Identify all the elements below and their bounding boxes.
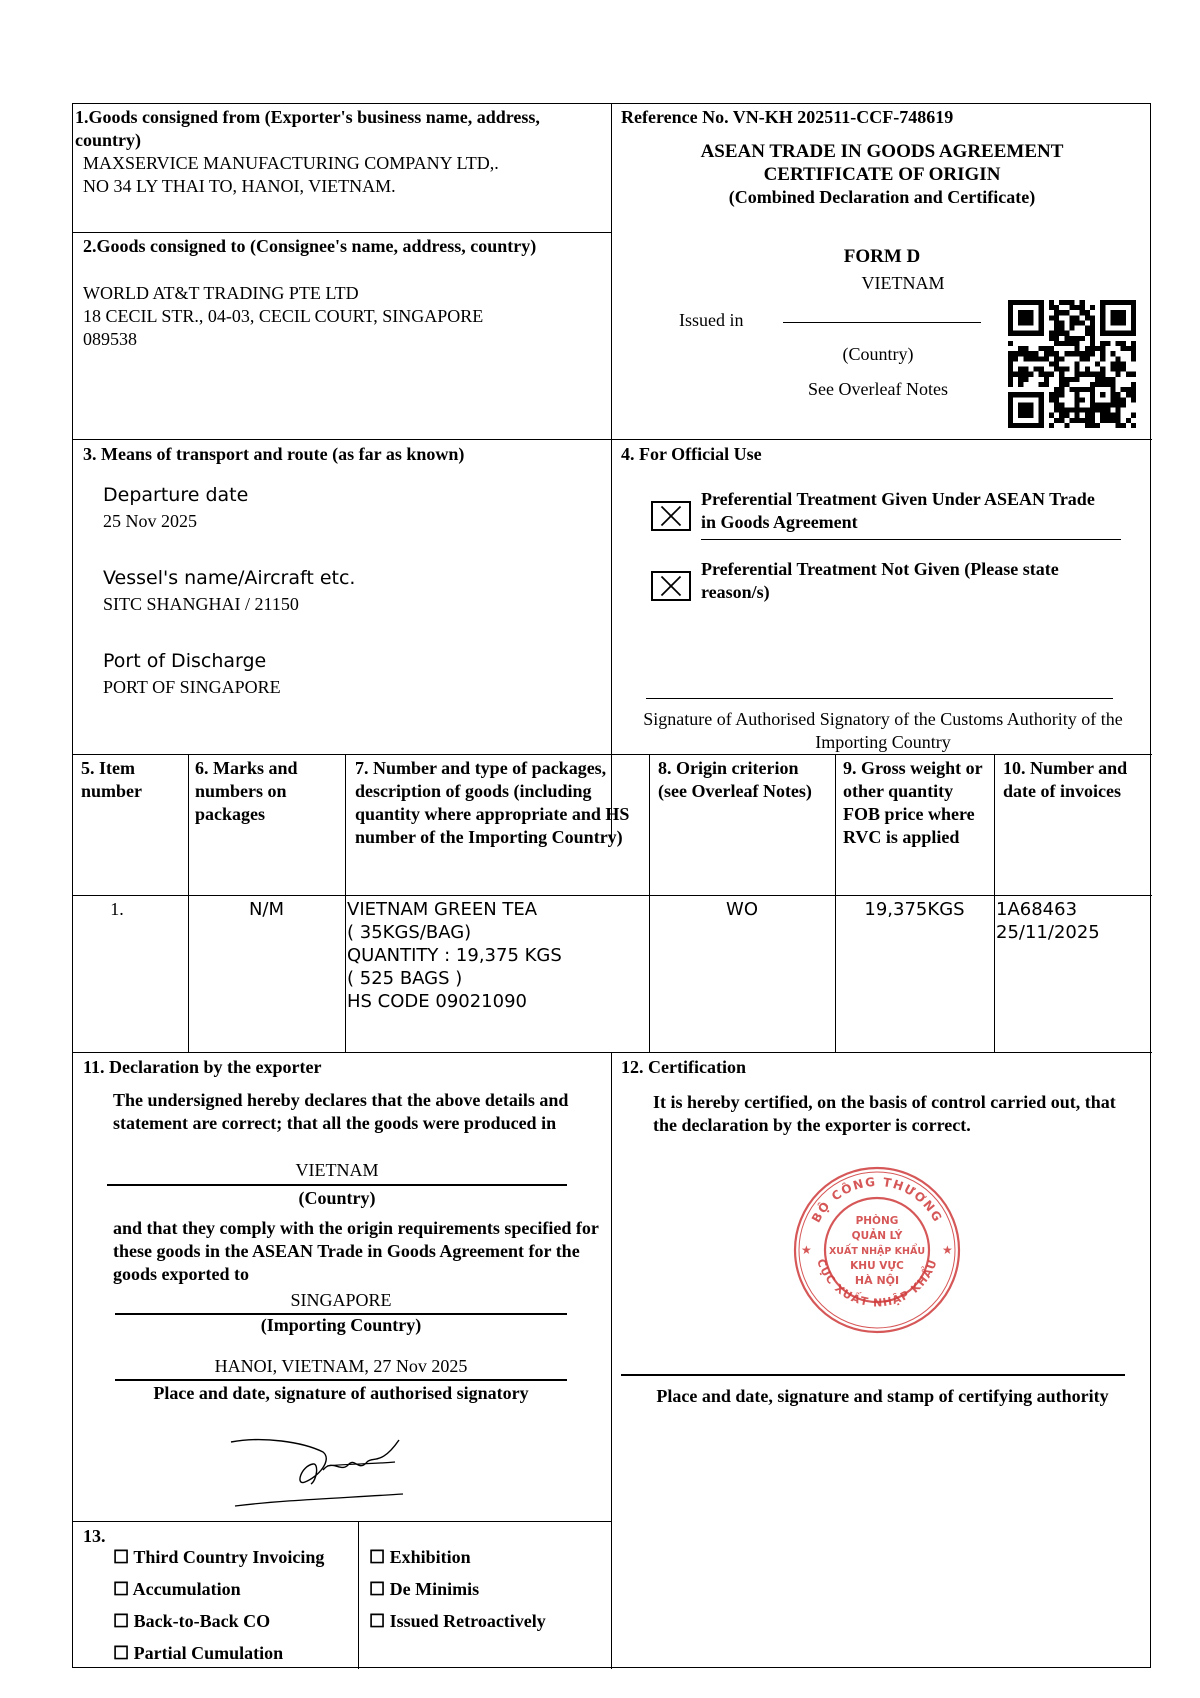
box13-left-options bbox=[113, 1546, 358, 1674]
checkbox-empty-icon: ☐ bbox=[113, 1643, 130, 1663]
produced-country-caption: (Country) bbox=[298, 1188, 376, 1208]
divider-table-top bbox=[73, 754, 1152, 755]
divider-table-bottom bbox=[73, 1052, 1152, 1053]
box1-heading: 1.Goods consigned from (Exporter's business name, address, country) bbox=[75, 107, 540, 150]
box4-heading: 4. For Official Use bbox=[621, 444, 762, 464]
box11-heading: 11. Declaration by the exporter bbox=[83, 1057, 322, 1077]
checkbox-empty-icon: ☐ bbox=[369, 1547, 386, 1567]
col-header-weight: 9. Gross weight or other quantity FOB price where RVC is applied bbox=[843, 758, 983, 847]
col-header-origin: 8. Origin criterion (see Overleaf Notes) bbox=[658, 758, 812, 801]
issued-country-underline bbox=[783, 322, 981, 323]
qr-code bbox=[1008, 300, 1136, 428]
option-third-country[interactable]: ☐ Third Country Invoicing bbox=[113, 1547, 325, 1567]
checkbox-empty-icon: ☐ bbox=[113, 1611, 130, 1631]
box12-heading: 12. Certification bbox=[621, 1057, 746, 1077]
customs-signature-line bbox=[646, 698, 1113, 699]
reference-number: Reference No. VN-KH 202511-CCF-748619 bbox=[621, 107, 954, 127]
divider-top-mid bbox=[611, 104, 612, 839]
box2-heading: 2.Goods consigned to (Consignee's name, address, country) bbox=[83, 236, 537, 256]
description-line-2: ( 35KGS/BAG) bbox=[347, 922, 472, 943]
stamp-bottom-text: CỤC XUẤT NHẬP KHẨU bbox=[814, 1257, 940, 1310]
title-line-3: (Combined Declaration and Certificate) bbox=[728, 187, 1036, 207]
box13-right-options bbox=[369, 1546, 609, 1642]
description-line-5: HS CODE 09021090 bbox=[347, 991, 527, 1012]
cell-origin: WO bbox=[726, 899, 758, 920]
exporter-details bbox=[83, 152, 603, 198]
col-header-description: 7. Number and type of packages, description of goods (including quantity where appropriate and HS number of the Importing Country) bbox=[355, 758, 630, 847]
description-line-4: ( 525 BAGS ) bbox=[347, 968, 463, 989]
cell-marks: N/M bbox=[248, 899, 285, 920]
stamp-line-3: XUẤT NHẬP KHẨU bbox=[828, 1246, 926, 1257]
col-divider-5 bbox=[994, 754, 995, 1052]
declaration-para1: The undersigned hereby declares that the above details and statement are correct; that all the goods were produced in bbox=[113, 1090, 569, 1133]
cell-invoice bbox=[996, 898, 1150, 944]
not-given-label: Preferential Treatment Not Given (Please state reason/s) bbox=[701, 559, 1059, 602]
vessel-label: Vessel's name/Aircraft etc. bbox=[103, 567, 356, 589]
place-date: HANOI, VIETNAM, 27 Nov 2025 bbox=[214, 1356, 468, 1376]
divider-table-header bbox=[73, 895, 1152, 896]
document-title bbox=[613, 140, 1151, 209]
option-back-to-back[interactable]: ☐ Back-to-Back CO bbox=[113, 1611, 271, 1631]
stamp-line-2: QUẢN LÝ bbox=[851, 1230, 903, 1242]
invoice-date: 25/11/2025 bbox=[996, 922, 1100, 943]
checkbox-empty-icon: ☐ bbox=[369, 1611, 386, 1631]
consignee-line-2: 18 CECIL STR., 04-03, CECIL COURT, SINGAPORE bbox=[83, 306, 484, 326]
country-caption: (Country) bbox=[842, 344, 914, 364]
stamp-star-right-icon: ★ bbox=[942, 1243, 953, 1257]
declaration-para2: and that they comply with the origin requirements specified for these goods in the ASEAN Trade in Goods Agreement for the goods exported to bbox=[113, 1218, 599, 1284]
place-date-line bbox=[115, 1379, 567, 1381]
option-de-minimis[interactable]: ☐ De Minimis bbox=[369, 1579, 480, 1599]
port-label: Port of Discharge bbox=[103, 650, 267, 672]
exporter-line-1: MAXSERVICE MANUFACTURING COMPANY LTD,. bbox=[83, 153, 499, 173]
col-header-invoice: 10. Number and date of invoices bbox=[1003, 758, 1128, 801]
not-given-checkbox[interactable] bbox=[651, 571, 691, 601]
form-name: FORM D bbox=[843, 246, 921, 267]
divider-box3-row bbox=[73, 439, 1152, 440]
box3-heading: 3. Means of transport and route (as far as known) bbox=[83, 444, 465, 464]
checkbox-empty-icon: ☐ bbox=[113, 1579, 130, 1599]
divider-box1-box2 bbox=[73, 232, 611, 233]
produced-country: VIETNAM bbox=[295, 1160, 379, 1180]
invoice-number: 1A68463 bbox=[996, 899, 1078, 920]
qr-code-graphic bbox=[1008, 300, 1136, 428]
certification-caption: Place and date, signature and stamp of certifying authority bbox=[656, 1386, 1109, 1406]
title-line-2: CERTIFICATE OF ORIGIN bbox=[763, 164, 1001, 185]
certificate-form bbox=[72, 103, 1151, 1668]
customs-signature-caption: Signature of Authorised Signatory of the Customs Authority of the Importing Country bbox=[643, 709, 1123, 752]
certifying-authority-stamp bbox=[787, 1160, 967, 1340]
consignee-line-3: 089538 bbox=[83, 329, 137, 349]
box13-heading: 13. bbox=[83, 1526, 106, 1546]
col-divider-2 bbox=[345, 754, 346, 1052]
stamp-line-4: KHU VỰC bbox=[850, 1260, 904, 1272]
stamp-star-left-icon: ★ bbox=[801, 1243, 812, 1257]
importing-country: SINGAPORE bbox=[290, 1290, 392, 1310]
divider-box13-cols bbox=[358, 1521, 359, 1669]
divider-bottom-mid bbox=[611, 1052, 612, 1669]
consignee-details bbox=[83, 282, 603, 351]
vessel-value: SITC SHANGHAI / 21150 bbox=[103, 594, 299, 614]
port-value: PORT OF SINGAPORE bbox=[103, 677, 281, 697]
check-x-icon bbox=[653, 503, 689, 529]
given-label: Preferential Treatment Given Under ASEAN Trade in Goods Agreement bbox=[701, 489, 1095, 532]
given-checkbox[interactable] bbox=[651, 501, 691, 531]
produced-country-line bbox=[107, 1184, 567, 1186]
checkbox-empty-icon: ☐ bbox=[369, 1579, 386, 1599]
stamp-top-text: BỘ CÔNG THƯƠNG bbox=[808, 1174, 946, 1225]
col-header-item: 5. Item number bbox=[81, 758, 143, 801]
cell-item: 1. bbox=[110, 899, 124, 919]
certification-text: It is hereby certified, on the basis of control carried out, that the declaration by the exporter is correct. bbox=[653, 1092, 1116, 1135]
certification-signature-line bbox=[621, 1374, 1125, 1376]
stamp-line-5: HÀ NỘI bbox=[854, 1274, 900, 1287]
option-partial-cumulation[interactable]: ☐ Partial Cumulation bbox=[113, 1643, 284, 1663]
col-header-marks: 6. Marks and numbers on packages bbox=[195, 758, 298, 824]
importing-country-caption: (Importing Country) bbox=[260, 1315, 422, 1335]
departure-label: Departure date bbox=[103, 484, 249, 506]
divider-box13 bbox=[73, 1521, 611, 1522]
checkbox-empty-icon: ☐ bbox=[113, 1547, 130, 1567]
consignee-line-1: WORLD AT&T TRADING PTE LTD bbox=[83, 283, 359, 303]
issued-in-label: Issued in bbox=[679, 310, 744, 330]
check-x-icon bbox=[653, 573, 689, 599]
cell-weight: 19,375KGS bbox=[864, 899, 965, 920]
exporter-line-2: NO 34 LY THAI TO, HANOI, VIETNAM. bbox=[83, 176, 396, 196]
place-date-caption: Place and date, signature of authorised signatory bbox=[153, 1383, 529, 1403]
overleaf-notes: See Overleaf Notes bbox=[808, 379, 948, 399]
issued-country-value: VIETNAM bbox=[861, 273, 945, 293]
exporter-signature bbox=[223, 1422, 423, 1512]
description-line-3: QUANTITY : 19,375 KGS bbox=[347, 945, 562, 966]
option-accumulation[interactable]: ☐ Accumulation bbox=[113, 1579, 241, 1599]
option-exhibition[interactable]: ☐ Exhibition bbox=[369, 1547, 471, 1567]
stamp-line-1: PHÒNG bbox=[855, 1215, 899, 1227]
option-issued-retroactively[interactable]: ☐ Issued Retroactively bbox=[369, 1611, 546, 1631]
departure-value: 25 Nov 2025 bbox=[103, 511, 197, 531]
given-underline bbox=[701, 539, 1121, 540]
cell-description bbox=[347, 898, 647, 1013]
description-line-1: VIETNAM GREEN TEA bbox=[347, 899, 538, 920]
title-line-1: ASEAN TRADE IN GOODS AGREEMENT bbox=[700, 141, 1064, 162]
